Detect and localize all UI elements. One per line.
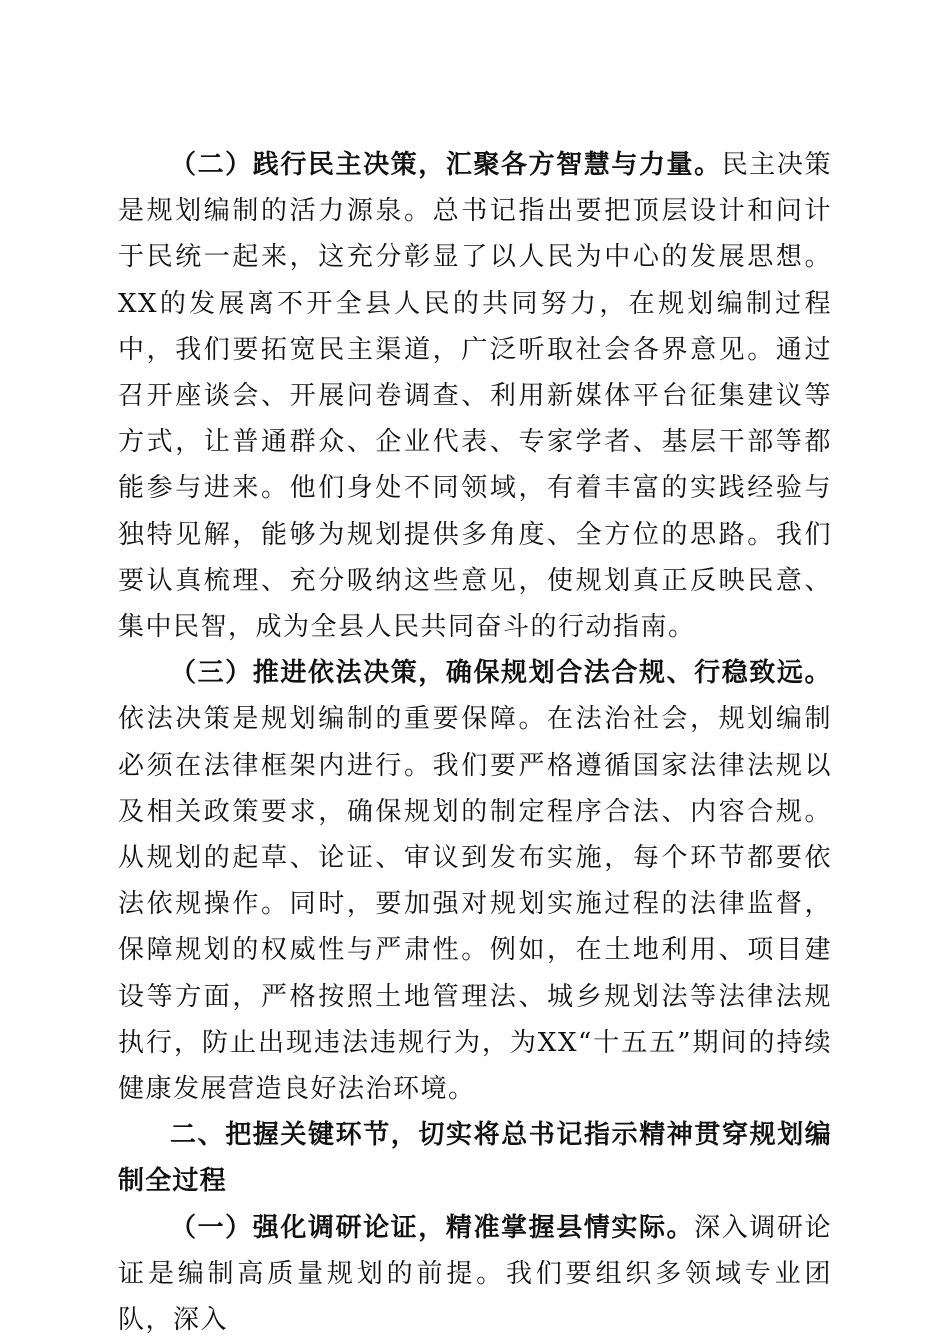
section-heading: 二、把握关键环节，切实将总书记指示精神贯穿规划编制全过程 <box>118 1120 832 1197</box>
paragraph-lead: （一）强化调研论证，精准掌握县情实际。 <box>170 1212 695 1243</box>
paragraph-text: 深入调研论证是编制高质量规划的前提。我们要组织多领域专业团队，深入 <box>118 1212 832 1336</box>
paragraph-democratic-decision <box>118 142 832 650</box>
document-body <box>118 142 832 1343</box>
paragraph-lead: （二）践行民主决策，汇聚各方智慧与力量。 <box>170 150 722 180</box>
paragraph-lead: （三）推进依法决策，确保规划合法合规、行稳致远。 <box>170 658 832 689</box>
paragraph-lawful-decision <box>118 650 832 1112</box>
paragraph-research <box>118 1205 832 1344</box>
paragraph-text: 民主决策是规划编制的活力源泉。总书记指出要把顶层设计和问计于民统一起来，这充分彰显了以人民为中心的发展思想。XX的发展离不开全县人民的共同努力，在规划编制过程中，我们要拓宽民主渠道，广泛听取社会各界意见。通过召开座谈会、开展问卷调查、利用新媒体平台征集建议等方式，让普通群众、企业代表、专家学者、基层干部等都能参与进来。他们身处不同领域，有着丰富的实践经验与独特见解，能够为规划提供多角度、全方位的思路。我们要认真梳理、充分吸纳这些意见，使规划真正反映民意、集中民智，成为全县人民共同奋斗的行动指南。 <box>118 150 832 643</box>
paragraph-text: 依法决策是规划编制的重要保障。在法治社会，规划编制必须在法律框架内进行。我们要严格遵循国家法律法规以及相关政策要求，确保规划的制定程序合法、内容合规。从规划的起草、论证、审议到发布实施，每个环节都要依法依规操作。同时，要加强对规划实施过程的法律监督，保障规划的权威性与严肃性。例如，在土地利用、项目建设等方面，严格按照土地管理法、城乡规划法等法律法规执行，防止出现违法违规行为，为XX“十五五”期间的持续健康发展营造良好法治环境。 <box>118 704 832 1105</box>
